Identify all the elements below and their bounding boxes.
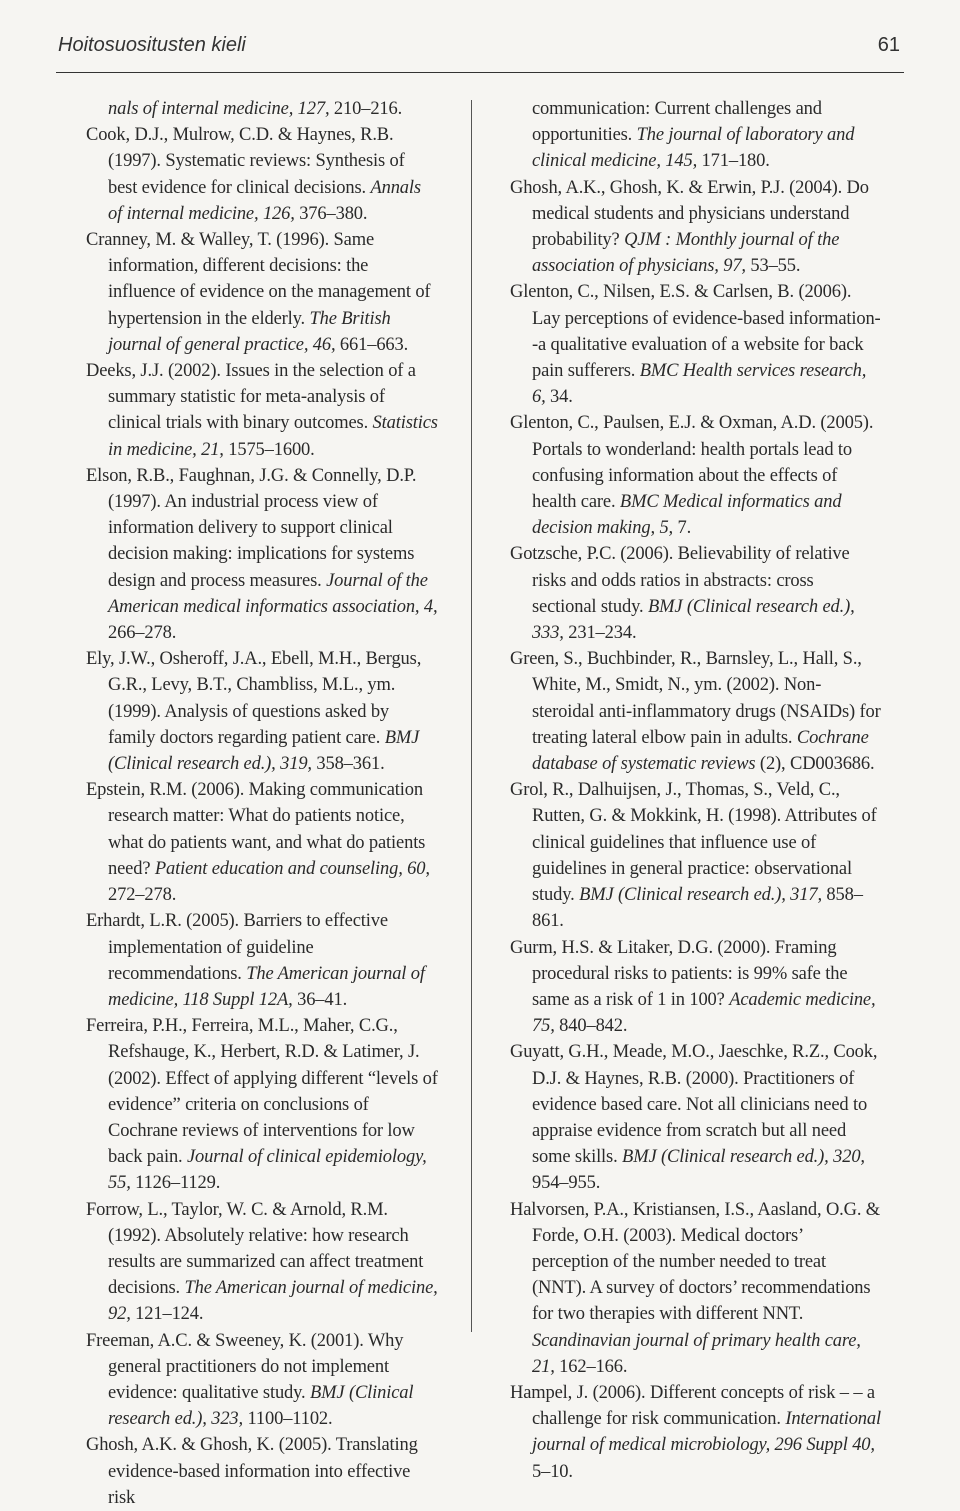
- reference-text: Glenton, C., Paulsen, E.J. & Oxman, A.D. (2005). Portals to wonderland: health portals lead to confusing information about the effects of health care.: [510, 413, 874, 513]
- reference-source: Patient education and counseling, 60,: [154, 858, 430, 879]
- reference-text: Erhardt, L.R. (2005). Barriers to effective implementation of guideline recommendations.: [86, 911, 388, 984]
- reference-pages: 1575–1600.: [223, 439, 315, 460]
- reference-entry: [86, 1432, 438, 1511]
- reference-pages: 1126–1129.: [130, 1173, 221, 1194]
- reference-source: Annals of internal medicine, 126,: [108, 177, 421, 224]
- reference-entry: [510, 541, 882, 646]
- reference-text: Ferreira, P.H., Ferreira, M.L., Maher, C.G., Refshauge, K., Herbert, R.D. & Latimer, J. (2002). Effect of applying different “levels of evidence” criteria on conclusions of Cochrane reviews of interventions for low back pain.: [86, 1016, 438, 1168]
- reference-source: Statistics in medicine, 21,: [108, 413, 438, 460]
- reference-pages: 34.: [545, 387, 573, 408]
- reference-text: Hampel, J. (2006). Different concepts of risk – – a challenge for risk communication.: [510, 1382, 875, 1430]
- reference-text: Cranney, M. & Walley, T. (1996). Same information, different decisions: the influence of evidence on the management of hypertension in the elderly.: [86, 230, 431, 329]
- running-title: Hoitosuositusten kieli: [58, 34, 246, 56]
- reference-entry: [86, 646, 438, 777]
- reference-pages: 7.: [673, 518, 692, 539]
- reference-text: Gurm, H.S. & Litaker, D.G. (2000). Framing procedural risks to patients: is 99% safe the same as a risk of 1 in 100?: [510, 937, 848, 1010]
- running-header: [58, 34, 900, 64]
- reference-pages: 231–234.: [563, 623, 637, 644]
- reference-entry: [86, 96, 438, 122]
- reference-text: Ghosh, A.K. & Ghosh, K. (2005). Translating evidence-based information into effective risk: [86, 1435, 418, 1508]
- reference-pages: 5–10.: [532, 1461, 573, 1482]
- reference-source: Journal of the American medical informatics association, 4,: [108, 570, 438, 617]
- reference-entry: [86, 777, 438, 908]
- reference-pages: (2), CD003686.: [755, 754, 875, 775]
- reference-source: BMJ (Clinical research ed.), 319,: [108, 727, 420, 775]
- reference-text: Ghosh, A.K., Ghosh, K. & Erwin, P.J. (2004). Do medical students and physicians understand probability?: [510, 177, 869, 251]
- reference-entry: [510, 175, 882, 280]
- reference-source: Journal of clinical epidemiology, 55,: [108, 1147, 427, 1194]
- reference-pages: 954–955.: [532, 1173, 601, 1194]
- reference-text: Epstein, R.M. (2006). Making communication research matter: What do patients notice, what do patients want, and what do patients need?: [86, 780, 426, 879]
- reference-entry: [510, 646, 882, 777]
- reference-text: Forrow, L., Taylor, W. C. & Arnold, R.M. (1992). Absolutely relative: how research results are summarized can affect treatment decisions.: [86, 1199, 424, 1299]
- reference-entry: [86, 227, 438, 358]
- reference-source: The American journal of medicine, 118 Suppl 12A,: [108, 963, 425, 1010]
- reference-text: Green, S., Buchbinder, R., Barnsley, L., Hall, S., White, M., Smidt, N., ym. (2002). Non-steroidal anti-inflammatory drugs (NSAIDs) for treating lateral elbow pain in adults.: [510, 649, 881, 748]
- reference-pages: 840–842.: [554, 1016, 628, 1037]
- reference-text: communication: Current challenges and opportunities.: [532, 99, 822, 146]
- reference-source: Scandinavian journal of primary health care, 21,: [532, 1330, 861, 1377]
- reference-source: International journal of medical microbiology, 296 Suppl 40,: [532, 1409, 881, 1456]
- reference-entry: [510, 96, 882, 175]
- reference-entry: [510, 1197, 882, 1380]
- reference-entry: [86, 122, 438, 227]
- reference-source: The British journal of general practice, 46,: [108, 308, 391, 355]
- reference-pages: 272–278.: [108, 885, 177, 906]
- reference-source: Academic medicine, 75,: [532, 989, 876, 1037]
- reference-source: BMJ (Clinical research ed.), 320,: [622, 1147, 865, 1168]
- reference-entry: [510, 935, 882, 1040]
- reference-pages: 358–361.: [311, 754, 385, 775]
- reference-pages: 121–124.: [130, 1304, 204, 1325]
- reference-text: Guyatt, G.H., Meade, M.O., Jaeschke, R.Z., Cook, D.J. & Haynes, R.B. (2000). Practitioners of evidence based care. Not all clinicians need to appraise evidence from scratch but all need some skills.: [510, 1042, 878, 1168]
- reference-entry: [86, 1197, 438, 1328]
- reference-source: nals of internal medicine, 127,: [108, 99, 330, 119]
- reference-pages: 376–380.: [294, 203, 368, 224]
- reference-source: BMC Medical informatics and decision making, 5,: [532, 492, 842, 539]
- reference-source: BMC Health services research, 6,: [532, 361, 867, 408]
- reference-entry: [510, 1039, 882, 1196]
- reference-pages: 36–41.: [292, 989, 348, 1010]
- reference-text: Glenton, C., Nilsen, E.S. & Carlsen, B. (2006). Lay perceptions of evidence-based information--a qualitative evaluation of a website for back pain sufferers.: [510, 282, 881, 382]
- reference-pages: 53–55.: [745, 256, 801, 277]
- reference-text: Freeman, A.C. & Sweeney, K. (2001). Why general practitioners do not implement evidence: qualitative study.: [86, 1330, 404, 1403]
- reference-pages: 1100–1102.: [243, 1409, 333, 1430]
- reference-entry: [86, 908, 438, 1013]
- reference-entry: [86, 463, 438, 646]
- reference-entry: [86, 1328, 438, 1433]
- reference-pages: 171–180.: [697, 151, 770, 172]
- reference-text: Grol, R., Dalhuijsen, J., Thomas, S., Veld, C., Rutten, G. & Mokkink, H. (1998). Attributes of clinical guidelines that influence use of guidelines in general practice: observational study.: [510, 780, 877, 906]
- reference-entry: [510, 777, 882, 934]
- reference-text: Cook, D.J., Mulrow, C.D. & Haynes, R.B. (1997). Systematic reviews: Synthesis of best evidence for clinical decisions.: [86, 125, 405, 198]
- reference-text: Elson, R.B., Faughnan, J.G. & Connelly, D.P. (1997). An industrial process view of information delivery to support clinical decision making: implications for systems design and process measures.: [86, 465, 417, 591]
- reference-source: The American journal of medicine, 92,: [108, 1278, 438, 1325]
- page-number: 61: [877, 34, 900, 56]
- reference-pages: 210–216.: [329, 99, 403, 119]
- reference-source: BMJ (Clinical research ed.), 333,: [532, 596, 855, 644]
- reference-source: BMJ (Clinical research ed.), 323,: [108, 1382, 414, 1430]
- reference-entry: [510, 279, 882, 410]
- reference-text: Deeks, J.J. (2002). Issues in the selection of a summary statistic for meta-analysis of clinical trials with binary outcomes.: [86, 361, 416, 434]
- left-column: [86, 96, 438, 1511]
- reference-pages: 661–663.: [335, 334, 409, 355]
- reference-entry: [86, 1013, 438, 1196]
- reference-text: Halvorsen, P.A., Kristiansen, I.S., Aasland, O.G. & Forde, O.H. (2003). Medical doctors’ perception of the number needed to treat (NNT). A survey of doctors’ recommendations for two therapies with different NNT.: [510, 1199, 881, 1325]
- reference-pages: 266–278.: [108, 623, 177, 644]
- reference-text: Ely, J.W., Osheroff, J.A., Ebell, M.H., Bergus, G.R., Levy, B.T., Chambliss, M.L., ym. (1999). Analysis of questions asked by family doctors regarding patient care.: [86, 649, 422, 748]
- reference-entry: [510, 410, 882, 541]
- reference-source: Cochrane database of systematic reviews: [532, 727, 869, 775]
- reference-source: QJM : Monthly journal of the association of physicians, 97,: [532, 230, 840, 277]
- header-rule: [56, 72, 904, 73]
- reference-pages: 858–861.: [532, 885, 863, 932]
- reference-text: Gotzsche, P.C. (2006). Believability of relative risks and odds ratios in abstracts: cross sectional study.: [510, 544, 850, 617]
- reference-entry: [86, 358, 438, 463]
- reference-entry: [510, 1380, 882, 1485]
- reference-pages: 162–166.: [554, 1356, 628, 1377]
- reference-source: BMJ (Clinical research ed.), 317,: [579, 885, 822, 906]
- reference-source: The journal of laboratory and clinical medicine, 145,: [532, 125, 855, 172]
- column-divider: [471, 100, 472, 1332]
- right-column: [510, 96, 882, 1485]
